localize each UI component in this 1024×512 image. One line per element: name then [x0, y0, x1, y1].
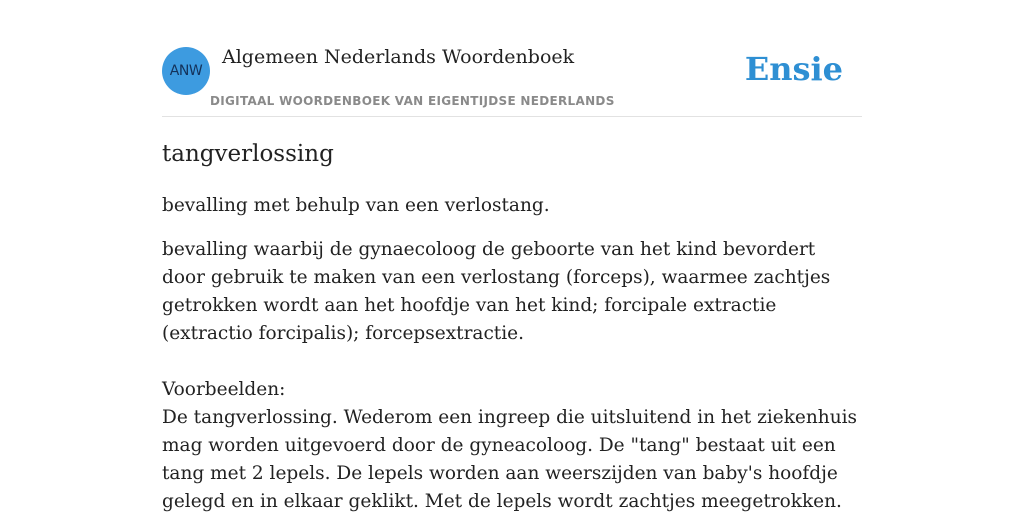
anw-logo[interactable]: ANW [162, 47, 210, 95]
long-definition: bevalling waarbij de gynaecoloog de geboorte van het kind bevordert door gebruik te maken van een verlostang (forceps), waarmee zachtjes getrokken wordt aan het hoofdje van het kind; forcipale extractie (extractio forcipalis); forcepsextractie. [162, 239, 831, 344]
example-text: De tangverlossing. Wederom een ingreep die uitsluitend in het ziekenhuis mag worden uitgevoerd door de gyneacoloog. De "tang" bestaat uit een tang met 2 lepels. De lepels worden aan weerszijden van baby's hoofdje gelegd en in elkaar geklikt. Met de lepels wordt zachtjes meegetrokken. [162, 407, 858, 512]
site-title[interactable]: Algemeen Nederlands Woordenboek [222, 46, 575, 68]
examples-section [162, 376, 862, 512]
site-header [162, 0, 862, 117]
examples-label: Voorbeelden: [162, 379, 286, 400]
entry-headword: tangverlossing [162, 141, 334, 167]
site-subtitle: DIGITAAL WOORDENBOEK VAN EIGENTIJDSE NEDERLANDS [210, 94, 615, 108]
ensie-brand-link[interactable]: Ensie [744, 50, 843, 88]
entry-content [162, 138, 862, 512]
short-definition: bevalling met behulp van een verlostang. [162, 195, 550, 216]
